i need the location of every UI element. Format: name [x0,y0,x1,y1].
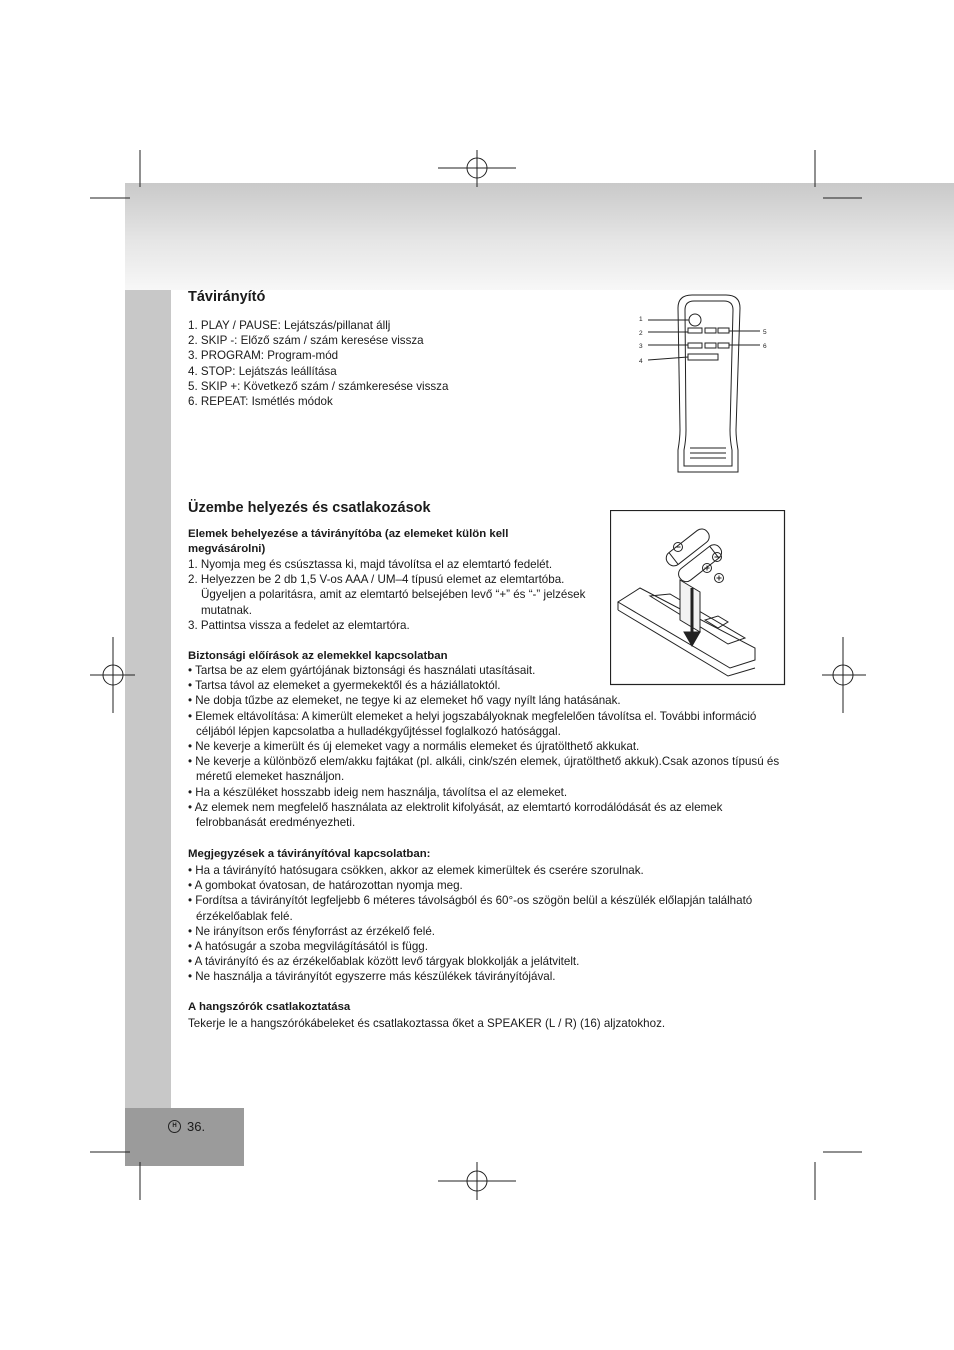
list-item: • Ne használja a távirányítót egyszerre más készülékek távirányítójával. [188,970,556,984]
language-badge-icon: H [168,1120,181,1133]
list-item: • Ne keverje a különböző elem/akku fajtákat (pl. alkáli, cink/szén elemek, újratölthető akkuk).Csak azonos típusú és méretű elemeket használjon. [188,755,780,784]
list-item: 2. Helyezzen be 2 db 1,5 V-os AAA / UM–4 típusú elemet az elemtartóba. Ügyeljen a polaritásra, amit az elemtartó belsejében levő “+” és “-” jelzések mutatnak. [188,573,586,617]
safety-heading: Biztonsági előírások az elemekkel kapcsolatban [188,650,448,662]
list-item: • Ha a távirányító hatósugara csökken, akkor az elemek kimerültek és cserére szorulnak. [188,864,644,877]
remote-label-4: 4 [639,358,643,365]
list-item: 3. PROGRAM: Program-mód [188,349,339,363]
remote-label-6: 6 [763,343,767,350]
list-item: 1. Nyomja meg és csúsztassa ki, majd távolítsa el az elemtartó fedelét. [188,558,553,571]
list-item: • Fordítsa a távirányítót legfeljebb 6 méteres távolságból és 60°-os szögön belül a készülék előlapján található érzékelőablak felé. [188,894,753,923]
battery-steps [188,557,593,633]
list-item: • Az elemek nem megfelelő használata az elektrolit kifolyását, az elemtartó korrodálódását és az elemek felrobbanását eredményezheti. [188,800,723,830]
list-item: • Ne irányítson erős fényforrást az érzékelő felé. [188,924,435,938]
list-item: • A távirányító és az érzékelőablak között levő tárgyak blokkolják a jelátvitelt. [188,955,580,969]
list-item: 3. Pattintsa vissza a fedelet az elemtartóra. [188,618,410,632]
safety-list [188,663,788,830]
speakers-heading: A hangszórók csatlakoztatása [188,1001,351,1013]
remote-label-1: 1 [639,316,643,323]
list-item: • A gombokat óvatosan, de határozottan nyomja meg. [188,879,463,893]
list-item: 6. REPEAT: Ismétlés módok [188,395,333,409]
notes-list [188,863,778,985]
list-item: • A hatósugár a szoba megvilágításától is függ. [188,940,428,954]
list-item: • Ne dobja tűzbe az elemeket, ne tegye ki az elemeket hő vagy nyílt láng hatásának. [188,694,621,708]
list-item: • Ne keverje a kimerült és új elemeket vagy a normális elemeket és újratölthető akkukat. [188,740,640,754]
remote-label-3: 3 [639,343,643,350]
battery-insertion-illustration [610,510,786,686]
list-item: 2. SKIP -: Előző szám / szám keresése vissza [188,334,424,348]
speakers-text: Tekerje le a hangszórókábeleket és csatlakoztassa őket a SPEAKER (L / R) (16) aljzatokhoz. [188,1017,666,1030]
battery-heading: Elemek behelyezése a távirányítóba (az elemeket külön kell megvásárolni) [188,528,509,555]
remote-label-5: 5 [763,329,767,336]
page-number [168,1119,205,1134]
list-item: • Tartsa távol az elemeket a gyermekektől és a háziállatoktól. [188,679,501,693]
remote-label-2: 2 [639,330,643,337]
list-item: 1. PLAY / PAUSE: Lejátszás/pillanat állj [188,319,391,332]
list-item: • Ha a készüléket hosszabb ideig nem használja, távolítsa el az elemeket. [188,785,568,799]
section-title-setup: Üzembe helyezés és csatlakozások [188,500,431,516]
list-item: • Tartsa be az elem gyártójának biztonsági és használati utasításait. [188,664,536,677]
section-title-remote: Távirányító [188,289,266,305]
notes-heading: Megjegyzések a távirányítóval kapcsolatban: [188,848,431,860]
list-item: • Elemek eltávolítása: A kimerült elemeket a helyi jogszabályoknak megfelelően távolítsa el. További információ céljából lépjen kapcsolatba a hulladékgyűjtéssel foglalkozó hatósággal. [188,709,757,738]
remote-control-illustration [630,290,780,480]
remote-button-list [188,318,608,409]
list-item: 5. SKIP +: Következő szám / számkeresése vissza [188,379,449,393]
page-number-text: 36. [187,1119,206,1134]
list-item: 4. STOP: Lejátszás leállítása [188,364,337,378]
